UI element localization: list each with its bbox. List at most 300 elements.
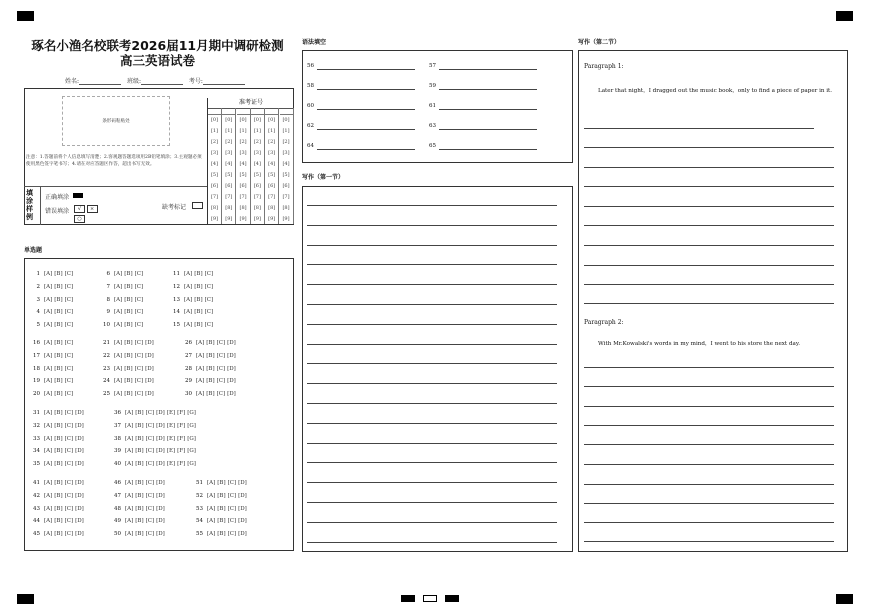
answer-option-bubble[interactable]: [B] xyxy=(54,365,63,372)
writing-line[interactable] xyxy=(584,406,834,407)
admission-digit-bubble[interactable]: [2] xyxy=(253,139,261,145)
answer-option-bubble[interactable]: [C] xyxy=(204,309,214,316)
answer-option-bubble[interactable]: [C] xyxy=(64,505,74,512)
answer-option-bubble[interactable]: [A] xyxy=(207,480,216,486)
writing-line[interactable] xyxy=(584,386,834,387)
answer-option-bubble[interactable]: [C] xyxy=(134,352,144,359)
answer-option-bubble[interactable]: [A] xyxy=(196,352,205,359)
admission-digit-bubble[interactable]: [3] xyxy=(282,150,290,156)
answer-option-bubble[interactable]: [D] xyxy=(156,422,165,429)
admission-digit-bubble[interactable]: [9] xyxy=(225,216,233,222)
answer-option-bubble[interactable]: [A] xyxy=(44,505,53,512)
answer-blank-line[interactable] xyxy=(317,69,415,70)
answer-option-bubble[interactable]: [B] xyxy=(54,352,63,359)
answer-option-bubble[interactable]: [A] xyxy=(44,448,53,455)
writing-line[interactable] xyxy=(584,128,814,129)
admission-digit-bubble[interactable]: [4] xyxy=(282,161,290,167)
writing-line[interactable] xyxy=(307,304,557,305)
answer-option-bubble[interactable]: [G] xyxy=(187,410,196,416)
admission-digit-bubble[interactable]: [6] xyxy=(282,183,290,189)
admission-digit-bubble[interactable]: [9] xyxy=(239,216,247,222)
admission-digit-bubble[interactable]: [1] xyxy=(282,128,290,134)
answer-option-bubble[interactable]: [B] xyxy=(135,461,144,468)
answer-option-bubble[interactable]: [C] xyxy=(145,531,155,538)
answer-option-bubble[interactable]: [A] xyxy=(44,352,53,359)
admission-digit-bubble[interactable]: [5] xyxy=(210,172,219,178)
answer-option-bubble[interactable]: [A] xyxy=(184,296,193,303)
answer-option-bubble[interactable]: [F] xyxy=(177,461,186,468)
answer-option-bubble[interactable]: [A] xyxy=(114,322,123,329)
answer-option-bubble[interactable]: [C] xyxy=(134,271,144,277)
answer-option-bubble[interactable]: [C] xyxy=(64,461,74,468)
answer-option-bubble[interactable]: [G] xyxy=(187,422,196,429)
answer-option-bubble[interactable]: [A] xyxy=(44,410,53,416)
answer-option-bubble[interactable]: [E] xyxy=(166,410,176,416)
answer-option-bubble[interactable]: [B] xyxy=(124,352,133,359)
answer-option-bubble[interactable]: [B] xyxy=(194,271,203,277)
answer-option-bubble[interactable]: [C] xyxy=(145,505,155,512)
writing-line[interactable] xyxy=(584,245,834,246)
admission-digit-bubble[interactable]: [3] xyxy=(239,150,247,156)
admission-digit-bubble[interactable]: [9] xyxy=(282,216,290,222)
admission-digit-bubble[interactable]: [4] xyxy=(268,161,276,167)
answer-option-bubble[interactable]: [C] xyxy=(64,365,74,372)
answer-blank-line[interactable] xyxy=(317,129,415,130)
answer-option-bubble[interactable]: [C] xyxy=(227,492,237,499)
answer-option-bubble[interactable]: [C] xyxy=(134,322,144,329)
answer-option-bubble[interactable]: [A] xyxy=(207,505,216,512)
answer-option-bubble[interactable]: [A] xyxy=(44,492,53,499)
answer-option-bubble[interactable]: [C] xyxy=(227,518,237,525)
answer-option-bubble[interactable]: [B] xyxy=(217,505,226,512)
answer-option-bubble[interactable]: [C] xyxy=(145,448,155,455)
answer-option-bubble[interactable]: [D] xyxy=(75,435,84,442)
admission-digit-bubble[interactable]: [6] xyxy=(253,183,261,189)
writing-line[interactable] xyxy=(584,425,834,426)
admission-digit-bubble[interactable]: [3] xyxy=(253,150,261,156)
answer-option-bubble[interactable]: [D] xyxy=(145,365,154,372)
answer-option-bubble[interactable]: [A] xyxy=(44,283,53,290)
answer-option-bubble[interactable]: [A] xyxy=(184,309,193,316)
answer-option-bubble[interactable]: [B] xyxy=(54,340,63,346)
answer-option-bubble[interactable]: [B] xyxy=(54,410,63,416)
answer-option-bubble[interactable]: [D] xyxy=(238,531,247,538)
writing-line[interactable] xyxy=(584,225,834,226)
answer-option-bubble[interactable]: [A] xyxy=(44,422,53,429)
answer-option-bubble[interactable]: [B] xyxy=(54,435,63,442)
admission-digit-bubble[interactable]: [5] xyxy=(282,172,290,178)
answer-option-bubble[interactable]: [D] xyxy=(75,480,84,486)
answer-option-bubble[interactable]: [B] xyxy=(124,378,133,385)
writing-line[interactable] xyxy=(307,482,557,483)
answer-option-bubble[interactable]: [D] xyxy=(156,410,165,416)
admission-digit-bubble[interactable]: [6] xyxy=(225,183,233,189)
answer-option-bubble[interactable]: [A] xyxy=(125,410,134,416)
answer-option-bubble[interactable]: [D] xyxy=(75,461,84,468)
answer-option-bubble[interactable]: [C] xyxy=(204,271,214,277)
answer-option-bubble[interactable]: [B] xyxy=(54,322,63,329)
answer-option-bubble[interactable]: [C] xyxy=(134,309,144,316)
writing-line[interactable] xyxy=(307,245,557,246)
answer-option-bubble[interactable]: [B] xyxy=(135,435,144,442)
answer-option-bubble[interactable]: [A] xyxy=(125,531,134,538)
admission-digit-bubble[interactable]: [2] xyxy=(268,139,276,145)
answer-blank-line[interactable] xyxy=(317,149,415,150)
answer-option-bubble[interactable]: [C] xyxy=(64,322,74,329)
answer-option-bubble[interactable]: [B] xyxy=(124,296,133,303)
admission-digit-write-box[interactable] xyxy=(208,108,221,115)
admission-digit-bubble[interactable]: [0] xyxy=(253,117,261,123)
writing-line[interactable] xyxy=(307,264,557,265)
answer-option-bubble[interactable]: [C] xyxy=(227,531,237,538)
answer-option-bubble[interactable]: [C] xyxy=(134,378,144,385)
answer-option-bubble[interactable]: [B] xyxy=(54,296,63,303)
answer-option-bubble[interactable]: [C] xyxy=(145,518,155,525)
answer-option-bubble[interactable]: [B] xyxy=(217,531,226,538)
answer-option-bubble[interactable]: [D] xyxy=(227,340,236,346)
writing-line[interactable] xyxy=(307,403,557,404)
answer-option-bubble[interactable]: [A] xyxy=(207,518,216,525)
answer-option-bubble[interactable]: [F] xyxy=(177,435,186,442)
admission-digit-bubble[interactable]: [8] xyxy=(253,205,261,211)
answer-option-bubble[interactable]: [E] xyxy=(166,435,176,442)
admission-digit-bubble[interactable]: [1] xyxy=(253,128,261,134)
admission-digit-bubble[interactable]: [5] xyxy=(268,172,276,178)
answer-option-bubble[interactable]: [D] xyxy=(75,531,84,538)
answer-blank-line[interactable] xyxy=(439,129,537,130)
answer-option-bubble[interactable]: [B] xyxy=(206,391,215,398)
answer-option-bubble[interactable]: [D] xyxy=(156,448,165,455)
answer-option-bubble[interactable]: [A] xyxy=(114,378,123,385)
answer-option-bubble[interactable]: [B] xyxy=(194,309,203,316)
answer-option-bubble[interactable]: [B] xyxy=(124,271,133,277)
answer-option-bubble[interactable]: [A] xyxy=(196,365,205,372)
admission-digit-bubble[interactable]: [2] xyxy=(239,139,247,145)
answer-option-bubble[interactable]: [A] xyxy=(196,391,205,398)
answer-option-bubble[interactable]: [B] xyxy=(217,492,226,499)
answer-option-bubble[interactable]: [D] xyxy=(227,391,236,398)
answer-option-bubble[interactable]: [B] xyxy=(54,505,63,512)
answer-option-bubble[interactable]: [C] xyxy=(227,480,237,486)
answer-option-bubble[interactable]: [B] xyxy=(54,492,63,499)
answer-option-bubble[interactable]: [A] xyxy=(114,391,123,398)
answer-option-bubble[interactable]: [E] xyxy=(166,422,176,429)
writing-line[interactable] xyxy=(584,147,834,148)
answer-option-bubble[interactable]: [B] xyxy=(54,461,63,468)
answer-option-bubble[interactable]: [B] xyxy=(54,271,63,277)
answer-option-bubble[interactable]: [C] xyxy=(64,340,74,346)
answer-blank-line[interactable] xyxy=(439,109,537,110)
answer-option-bubble[interactable]: [C] xyxy=(145,410,155,416)
answer-blank-line[interactable] xyxy=(439,89,537,90)
answer-option-bubble[interactable]: [G] xyxy=(187,448,196,455)
admission-digit-bubble[interactable]: [7] xyxy=(282,194,290,200)
writing-line[interactable] xyxy=(584,303,834,304)
answer-option-bubble[interactable]: [D] xyxy=(156,461,165,468)
answer-blank-line[interactable] xyxy=(439,149,537,150)
answer-option-bubble[interactable]: [A] xyxy=(44,271,53,277)
answer-option-bubble[interactable]: [A] xyxy=(184,322,193,329)
admission-digit-bubble[interactable]: [9] xyxy=(210,216,219,222)
answer-option-bubble[interactable]: [C] xyxy=(145,480,155,486)
answer-option-bubble[interactable]: [B] xyxy=(54,531,63,538)
answer-option-bubble[interactable]: [B] xyxy=(54,422,63,429)
answer-option-bubble[interactable]: [C] xyxy=(204,322,214,329)
answer-option-bubble[interactable]: [C] xyxy=(64,435,74,442)
answer-option-bubble[interactable]: [D] xyxy=(145,378,154,385)
admission-digit-bubble[interactable]: [2] xyxy=(282,139,290,145)
answer-option-bubble[interactable]: [C] xyxy=(64,391,74,398)
answer-option-bubble[interactable]: [C] xyxy=(64,448,74,455)
answer-option-bubble[interactable]: [B] xyxy=(194,296,203,303)
answer-option-bubble[interactable]: [D] xyxy=(156,492,165,499)
answer-option-bubble[interactable]: [C] xyxy=(64,309,74,316)
admission-digit-bubble[interactable]: [0] xyxy=(282,117,290,123)
answer-option-bubble[interactable]: [D] xyxy=(145,352,154,359)
answer-option-bubble[interactable]: [D] xyxy=(156,518,165,525)
admission-digit-bubble[interactable]: [4] xyxy=(210,161,219,167)
answer-option-bubble[interactable]: [B] xyxy=(217,480,226,486)
writing-line[interactable] xyxy=(307,225,557,226)
answer-option-bubble[interactable]: [B] xyxy=(217,518,226,525)
writing-line[interactable] xyxy=(584,541,834,542)
answer-option-bubble[interactable]: [B] xyxy=(54,378,63,385)
answer-option-bubble[interactable]: [C] xyxy=(227,505,237,512)
answer-option-bubble[interactable]: [C] xyxy=(145,435,155,442)
answer-option-bubble[interactable]: [A] xyxy=(44,435,53,442)
answer-option-bubble[interactable]: [C] xyxy=(134,283,144,290)
answer-option-bubble[interactable]: [C] xyxy=(216,340,226,346)
answer-option-bubble[interactable]: [A] xyxy=(125,422,134,429)
writing-line[interactable] xyxy=(307,502,557,503)
writing-line[interactable] xyxy=(584,206,834,207)
admission-digit-bubble[interactable]: [0] xyxy=(268,117,276,123)
writing-line[interactable] xyxy=(307,542,557,543)
answer-option-bubble[interactable]: [A] xyxy=(207,492,216,499)
answer-option-bubble[interactable]: [D] xyxy=(238,480,247,486)
answer-option-bubble[interactable]: [A] xyxy=(44,391,53,398)
answer-option-bubble[interactable]: [D] xyxy=(227,352,236,359)
admission-digit-bubble[interactable]: [2] xyxy=(225,139,233,145)
writing-line[interactable] xyxy=(307,344,557,345)
writing-line[interactable] xyxy=(307,462,557,463)
answer-option-bubble[interactable]: [B] xyxy=(124,340,133,346)
answer-option-bubble[interactable]: [D] xyxy=(238,492,247,499)
admission-digit-bubble[interactable]: [1] xyxy=(210,128,219,134)
answer-option-bubble[interactable]: [C] xyxy=(134,365,144,372)
answer-option-bubble[interactable]: [A] xyxy=(44,296,53,303)
answer-option-bubble[interactable]: [D] xyxy=(75,410,84,416)
admission-digit-bubble[interactable]: [8] xyxy=(210,205,219,211)
answer-option-bubble[interactable]: [B] xyxy=(135,422,144,429)
writing-line[interactable] xyxy=(584,367,834,368)
admission-digit-bubble[interactable]: [8] xyxy=(268,205,276,211)
admission-digit-bubble[interactable]: [4] xyxy=(225,161,233,167)
admission-digit-bubble[interactable]: [4] xyxy=(253,161,261,167)
answer-option-bubble[interactable]: [D] xyxy=(227,365,236,372)
admission-digit-bubble[interactable]: [9] xyxy=(253,216,261,222)
writing-line[interactable] xyxy=(307,522,557,523)
answer-option-bubble[interactable]: [G] xyxy=(187,435,196,442)
answer-option-bubble[interactable]: [A] xyxy=(196,378,205,385)
answer-option-bubble[interactable]: [D] xyxy=(238,505,247,512)
writing-line[interactable] xyxy=(584,284,834,285)
answer-option-bubble[interactable]: [C] xyxy=(64,378,74,385)
answer-option-bubble[interactable]: [B] xyxy=(54,448,63,455)
answer-option-bubble[interactable]: [C] xyxy=(64,283,74,290)
class-field[interactable] xyxy=(141,78,183,85)
answer-option-bubble[interactable]: [C] xyxy=(204,283,214,290)
answer-option-bubble[interactable]: [C] xyxy=(134,296,144,303)
answer-option-bubble[interactable]: [A] xyxy=(196,340,205,346)
writing-line[interactable] xyxy=(584,444,834,445)
answer-option-bubble[interactable]: [D] xyxy=(156,531,165,538)
writing-line[interactable] xyxy=(307,284,557,285)
answer-option-bubble[interactable]: [B] xyxy=(124,283,133,290)
answer-option-bubble[interactable]: [C] xyxy=(64,531,74,538)
answer-option-bubble[interactable]: [D] xyxy=(75,422,84,429)
answer-option-bubble[interactable]: [A] xyxy=(114,271,123,277)
answer-option-bubble[interactable]: [D] xyxy=(145,340,154,346)
admission-digit-bubble[interactable]: [8] xyxy=(225,205,233,211)
answer-option-bubble[interactable]: [A] xyxy=(125,461,134,468)
answer-option-bubble[interactable]: [A] xyxy=(44,340,53,346)
answer-option-bubble[interactable]: [A] xyxy=(44,322,53,329)
answer-option-bubble[interactable]: [D] xyxy=(145,391,154,398)
answer-option-bubble[interactable]: [C] xyxy=(64,422,74,429)
answer-option-bubble[interactable]: [B] xyxy=(135,492,144,499)
answer-option-bubble[interactable]: [A] xyxy=(114,296,123,303)
answer-option-bubble[interactable]: [B] xyxy=(54,309,63,316)
writing-line[interactable] xyxy=(307,423,557,424)
writing-line[interactable] xyxy=(307,443,557,444)
admission-digit-bubble[interactable]: [6] xyxy=(210,183,219,189)
admission-digit-bubble[interactable]: [5] xyxy=(253,172,261,178)
answer-option-bubble[interactable]: [C] xyxy=(64,352,74,359)
answer-option-bubble[interactable]: [C] xyxy=(216,365,226,372)
answer-option-bubble[interactable]: [B] xyxy=(54,480,63,486)
answer-option-bubble[interactable]: [A] xyxy=(44,531,53,538)
admission-digit-write-box[interactable] xyxy=(265,108,278,115)
admission-digit-bubble[interactable]: [7] xyxy=(239,194,247,200)
answer-option-bubble[interactable]: [B] xyxy=(135,448,144,455)
writing-line[interactable] xyxy=(307,205,557,206)
answer-option-bubble[interactable]: [B] xyxy=(124,322,133,329)
answer-option-bubble[interactable]: [B] xyxy=(194,322,203,329)
answer-option-bubble[interactable]: [B] xyxy=(54,391,63,398)
answer-option-bubble[interactable]: [A] xyxy=(114,340,123,346)
answer-option-bubble[interactable]: [C] xyxy=(64,296,74,303)
answer-option-bubble[interactable]: [A] xyxy=(114,352,123,359)
admission-digit-bubble[interactable]: [5] xyxy=(239,172,247,178)
answer-option-bubble[interactable]: [E] xyxy=(166,461,176,468)
answer-option-bubble[interactable]: [C] xyxy=(204,296,214,303)
answer-option-bubble[interactable]: [C] xyxy=(64,271,74,277)
answer-option-bubble[interactable]: [A] xyxy=(125,448,134,455)
answer-option-bubble[interactable]: [A] xyxy=(125,505,134,512)
answer-option-bubble[interactable]: [A] xyxy=(125,435,134,442)
admission-digit-bubble[interactable]: [3] xyxy=(210,150,219,156)
admission-digit-bubble[interactable]: [5] xyxy=(225,172,233,178)
answer-option-bubble[interactable]: [D] xyxy=(238,518,247,525)
admission-digit-bubble[interactable]: [0] xyxy=(210,117,219,123)
answer-option-bubble[interactable]: [B] xyxy=(206,352,215,359)
admission-digit-write-box[interactable] xyxy=(237,108,250,115)
writing-line[interactable] xyxy=(584,186,834,187)
answer-option-bubble[interactable]: [C] xyxy=(145,492,155,499)
writing-line[interactable] xyxy=(307,324,557,325)
answer-option-bubble[interactable]: [D] xyxy=(75,492,84,499)
answer-option-bubble[interactable]: [D] xyxy=(75,448,84,455)
admission-digit-bubble[interactable]: [7] xyxy=(268,194,276,200)
name-field[interactable] xyxy=(79,78,121,85)
answer-option-bubble[interactable]: [F] xyxy=(177,448,186,455)
answer-option-bubble[interactable]: [D] xyxy=(156,480,165,486)
answer-option-bubble[interactable]: [A] xyxy=(184,271,193,277)
admission-digit-bubble[interactable]: [0] xyxy=(239,117,247,123)
answer-option-bubble[interactable]: [B] xyxy=(194,283,203,290)
answer-option-bubble[interactable]: [A] xyxy=(125,518,134,525)
answer-option-bubble[interactable]: [A] xyxy=(207,531,216,538)
answer-option-bubble[interactable]: [A] xyxy=(44,309,53,316)
admission-digit-bubble[interactable]: [2] xyxy=(210,139,219,145)
writing-line[interactable] xyxy=(584,503,834,504)
writing-line[interactable] xyxy=(584,522,834,523)
answer-option-bubble[interactable]: [F] xyxy=(177,422,186,429)
admission-digit-bubble[interactable]: [8] xyxy=(282,205,290,211)
writing-line[interactable] xyxy=(584,484,834,485)
answer-option-bubble[interactable]: [B] xyxy=(135,480,144,486)
admission-digit-bubble[interactable]: [6] xyxy=(239,183,247,189)
answer-option-bubble[interactable]: [C] xyxy=(64,492,74,499)
writing-line[interactable] xyxy=(584,464,834,465)
answer-option-bubble[interactable]: [C] xyxy=(216,378,226,385)
answer-option-bubble[interactable]: [D] xyxy=(75,505,84,512)
admission-digit-bubble[interactable]: [3] xyxy=(225,150,233,156)
answer-option-bubble[interactable]: [A] xyxy=(125,492,134,499)
writing-line[interactable] xyxy=(307,383,557,384)
answer-option-bubble[interactable]: [D] xyxy=(156,505,165,512)
admission-digit-bubble[interactable]: [6] xyxy=(268,183,276,189)
answer-blank-line[interactable] xyxy=(317,89,415,90)
answer-option-bubble[interactable]: [A] xyxy=(114,309,123,316)
answer-option-bubble[interactable]: [B] xyxy=(124,309,133,316)
admission-digit-bubble[interactable]: [0] xyxy=(225,117,233,123)
answer-blank-line[interactable] xyxy=(317,109,415,110)
admission-digit-bubble[interactable]: [1] xyxy=(225,128,233,134)
answer-option-bubble[interactable]: [B] xyxy=(54,283,63,290)
admission-digit-bubble[interactable]: [8] xyxy=(239,205,247,211)
answer-option-bubble[interactable]: [G] xyxy=(187,461,196,468)
answer-option-bubble[interactable]: [C] xyxy=(64,518,74,525)
answer-option-bubble[interactable]: [D] xyxy=(75,518,84,525)
answer-option-bubble[interactable]: [C] xyxy=(216,391,226,398)
answer-option-bubble[interactable]: [C] xyxy=(145,422,155,429)
answer-blank-line[interactable] xyxy=(439,69,537,70)
admission-digit-write-box[interactable] xyxy=(251,108,264,115)
absent-mark-box[interactable] xyxy=(192,202,203,209)
answer-option-bubble[interactable]: [A] xyxy=(184,283,193,290)
answer-option-bubble[interactable]: [B] xyxy=(206,340,215,346)
writing-line[interactable] xyxy=(584,265,834,266)
exam-no-field[interactable] xyxy=(203,78,245,85)
admission-digit-bubble[interactable]: [7] xyxy=(225,194,233,200)
answer-option-bubble[interactable]: [C] xyxy=(216,352,226,359)
admission-digit-bubble[interactable]: [3] xyxy=(268,150,276,156)
answer-option-bubble[interactable]: [B] xyxy=(135,505,144,512)
admission-digit-bubble[interactable]: [9] xyxy=(268,216,276,222)
admission-digit-bubble[interactable]: [7] xyxy=(253,194,261,200)
